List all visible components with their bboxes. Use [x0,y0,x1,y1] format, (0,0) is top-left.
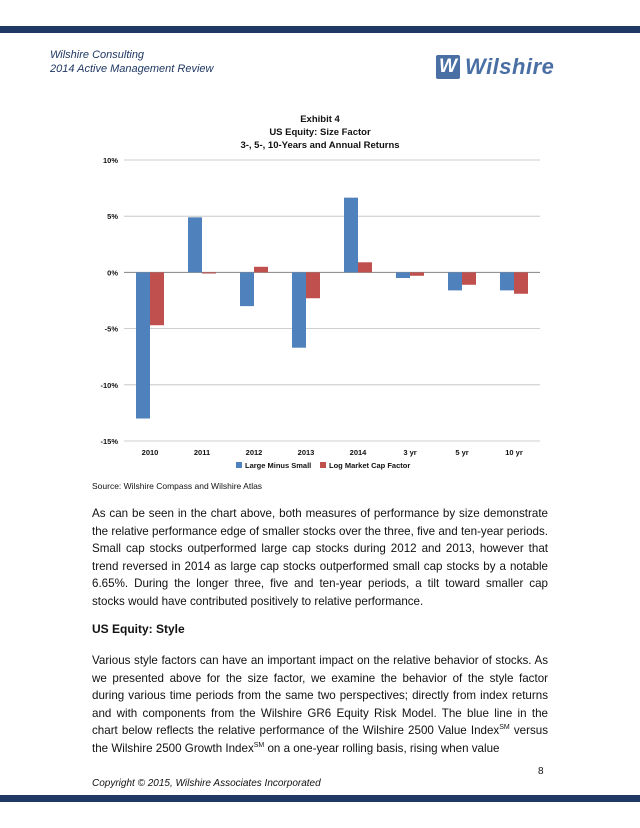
y-tick-label: 10% [102,156,118,165]
y-tick-label: 5% [107,212,118,222]
bar-large-minus-small-2012 [240,272,254,306]
header-line-2: 2014 Active Management Review [50,63,214,75]
bar-large-minus-small-2014 [344,198,358,273]
bar-log-market-cap-factor-2010 [150,272,164,325]
x-tick-label: 3 yr [403,448,417,457]
bar-large-minus-small-2013 [292,272,306,347]
paragraph-2 [92,652,548,758]
page-number: 8 [538,766,544,777]
x-tick-label: 2013 [297,448,315,457]
bar-log-market-cap-factor-2014 [358,262,372,272]
logo-wordmark: Wilshire [465,54,555,79]
x-tick-label: 2012 [245,448,263,457]
chart-source: Source: Wilshire Compass and Wilshire Atlas [92,481,263,491]
x-tick-label: 5 yr [455,448,469,457]
paragraph-1-text: As can be seen in the chart above, both measures of performance by size demonstrate the relative performance edge of smaller stocks over the three, five and ten-year periods. Small cap stocks outperformed large cap stocks during 2012 and 2013, however that trend reversed in 2014 as large cap stocks outperformed small cap stocks by a notable 6.65%. During the longer three, five and ten-year periods, a tilt toward smaller cap stocks would have contributed positively to relative performance. [92,507,548,608]
paragraph-2-text-b: versus the Wilshire 2500 Growth Index [92,724,548,755]
y-tick-label: 0% [107,268,118,278]
header-line-1: Wilshire Consulting [50,49,145,61]
bar-log-market-cap-factor-2012 [254,267,268,273]
bar-large-minus-small-3-yr [396,272,410,278]
service-mark-2: SM [253,742,265,750]
section-heading: US Equity: Style [92,622,185,636]
bar-log-market-cap-factor-10-yr [514,272,528,293]
x-tick-label: 2010 [141,448,159,457]
bar-log-market-cap-factor-2011 [202,272,216,273]
bottom-banner-bar [0,795,640,802]
legend-label: Log Market Cap Factor [329,461,411,470]
bar-large-minus-small-5-yr [448,272,462,290]
y-tick-label: -5% [104,324,118,334]
bar-large-minus-small-2010 [136,272,150,418]
bar-large-minus-small-10-yr [500,272,514,290]
paragraph-2-text-c: on a one-year rolling basis, rising when value [264,741,500,755]
paragraph-1 [92,505,548,611]
bar-log-market-cap-factor-5-yr [462,272,476,284]
legend-swatch [236,462,242,468]
x-tick-label: 2014 [349,448,367,457]
legend-swatch [320,462,326,468]
exhibit-label: Exhibit 4 [300,114,340,125]
legend-label: Large Minus Small [245,461,312,470]
x-tick-label: 2011 [193,448,211,457]
bar-log-market-cap-factor-3-yr [410,272,424,275]
chart-subtitle: 3-, 5-, 10-Years and Annual Returns [240,140,400,151]
x-tick-label: 10 yr [505,448,523,457]
y-tick-label: -15% [100,437,118,446]
bar-log-market-cap-factor-2013 [306,272,320,298]
service-mark-1: SM [499,724,510,732]
chart-title: US Equity: Size Factor [269,127,371,138]
bar-large-minus-small-2011 [188,217,202,272]
copyright-notice: Copyright © 2015, Wilshire Associates Incorporated [92,778,321,789]
paragraph-2-text-a: Various style factors can have an important impact on the relative behavior of stocks. As we presented above for the size factor, we examine the behavior of the style factor during various time periods from the same two perspectives; directly from index returns and with components from the Wilshire GR6 Equity Risk Model. The blue line in the chart below reflects the relative performance of the Wilshire 2500 Value Index [92,654,548,738]
logo-mark-icon: W [436,55,460,79]
y-tick-label: -10% [100,380,118,390]
